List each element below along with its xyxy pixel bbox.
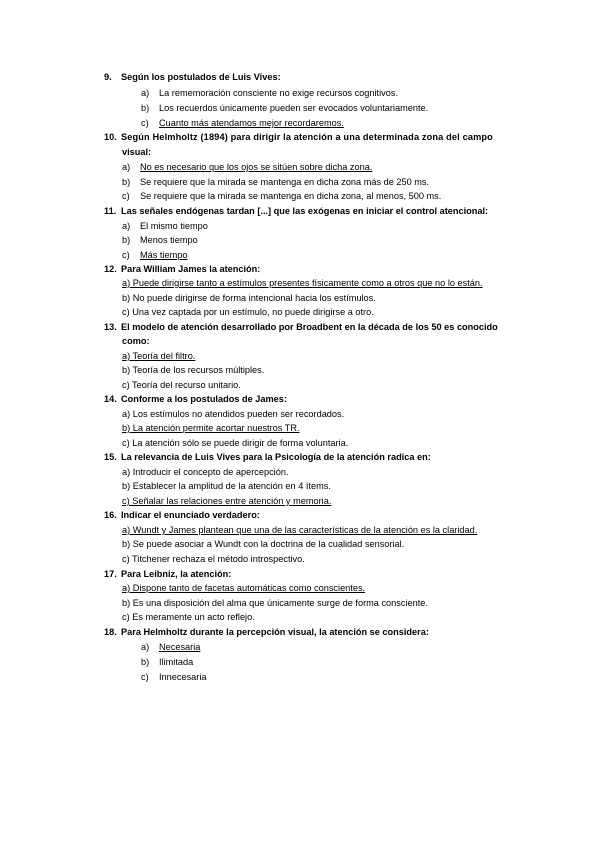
option-16c (122, 553, 305, 565)
question-13-continued (122, 335, 150, 347)
question-number: 18. (104, 627, 117, 637)
option-text-correct: c) Señalar las relaciones entre atención y memoria. (122, 496, 332, 506)
question-number: 14. (104, 394, 117, 404)
option-15a (122, 466, 289, 478)
question-text: El modelo de atención desarrollado por Broadbent en la década de los 50 es conocido (121, 322, 498, 332)
question-text: Las señales endógenas tardan [...] que las exógenas en iniciar el control atencional: (121, 206, 489, 216)
option-label: c) (122, 191, 130, 201)
option-text: c) Teoría del recurso unitario. (122, 380, 241, 390)
option-text-correct: Cuanto más atendamos mejor recordaremos. (159, 118, 344, 128)
option-9c (141, 117, 344, 129)
option-text: b) Se puede asociar a Wundt con la doctrina de la cualidad sensorial. (122, 539, 405, 549)
option-text-correct: a) Wundt y James plantean que una de las características de la atención es la claridad. (122, 525, 478, 535)
question-10 (104, 131, 493, 143)
question-text: Para Leibniz, la atención: (121, 569, 232, 579)
option-text: a) Introducir el concepto de apercepción. (122, 467, 289, 477)
option-17b (122, 597, 428, 609)
option-label: b) (122, 235, 131, 245)
option-text: c) La atención sólo se puede dirigir de forma voluntaria. (122, 438, 349, 448)
option-14c (122, 437, 348, 449)
question-9 (104, 71, 281, 83)
option-text: Se requiere que la mirada se mantenga en dicha zona más de 250 ms. (140, 177, 430, 187)
question-number: 10. (104, 132, 117, 142)
option-11a (122, 220, 208, 232)
question-text: Según Helmholtz (1894) para dirigir la atención a una determinada zona del campo (121, 132, 493, 142)
option-text: El mismo tiempo (140, 221, 208, 231)
option-text-correct: No es necesario que los ojos se sitúen sobre dicha zona. (140, 162, 373, 172)
question-text: La relevancia de Luis Vives para la Psicología de la atención radica en: (121, 452, 431, 462)
question-number: 9. (104, 72, 112, 82)
option-9a (141, 87, 398, 99)
option-10b (122, 176, 429, 188)
question-text: como: (122, 336, 150, 346)
option-text-correct: a) Dispone tanto de facetas automáticas como conscientes. (122, 583, 366, 593)
option-text: c) Titchener rechaza el método introspectivo. (122, 554, 305, 564)
question-10-continued (122, 146, 151, 158)
question-14 (104, 393, 287, 405)
option-label: c) (141, 672, 149, 682)
option-text-correct: a) Puede dirigirse tanto a estímulos presentes físicamente como a otros que no lo están. (122, 278, 483, 288)
option-12a (122, 277, 483, 289)
option-label: b) (122, 177, 131, 187)
question-text: Conforme a los postulados de James: (121, 394, 287, 404)
option-12b (122, 292, 376, 304)
option-14b (122, 422, 300, 434)
option-17a (122, 582, 365, 594)
question-number: 12. (104, 264, 117, 274)
question-15 (104, 451, 431, 463)
option-17c (122, 611, 255, 623)
option-18c (141, 671, 207, 683)
question-text: Para William James la atención: (121, 264, 261, 274)
option-10a (122, 161, 372, 173)
option-label: b) (141, 103, 150, 113)
option-13a (122, 350, 195, 362)
question-text: visual: (122, 147, 152, 157)
option-16b (122, 538, 404, 550)
option-text: b) No puede dirigirse de forma intencional hacia los estímulos. (122, 293, 376, 303)
option-text: c) Es meramente un acto reflejo. (122, 612, 255, 622)
question-text: Según los postulados de Luis Vives: (121, 72, 281, 82)
option-label: c) (122, 250, 130, 260)
option-text: a) Los estímulos no atendidos pueden ser recordados. (122, 409, 345, 419)
question-11 (104, 205, 488, 217)
question-text: Para Helmholtz durante la percepción visual, la atención se considera: (121, 627, 429, 637)
option-text: Menos tiempo (140, 235, 198, 245)
question-number: 16. (104, 510, 117, 520)
option-18b (141, 656, 193, 668)
question-13 (104, 321, 498, 333)
option-label: c) (141, 118, 149, 128)
option-label: a) (122, 221, 131, 231)
option-12c (122, 306, 374, 318)
question-number: 13. (104, 322, 117, 332)
question-17 (104, 568, 231, 580)
option-text-correct: Necesaria (159, 642, 201, 652)
option-14a (122, 408, 344, 420)
option-13b (122, 364, 264, 376)
option-text: Se requiere que la mirada se mantenga en dicha zona, al menos, 500 ms. (140, 191, 442, 201)
option-text-correct: b) La atención permite acortar nuestros TR. (122, 423, 300, 433)
question-number: 11. (104, 206, 117, 216)
option-text-correct: a) Teoría del filtro. (122, 351, 196, 361)
option-16a (122, 524, 477, 536)
option-11c (122, 249, 188, 261)
option-text: Innecesaria (159, 672, 207, 682)
question-text: Indicar el enunciado verdadero: (121, 510, 260, 520)
option-text: b) Establecer la amplitud de la atención en 4 ítems. (122, 481, 331, 491)
option-15b (122, 480, 331, 492)
option-text: b) Es una disposición del alma que únicamente surge de forma consciente. (122, 598, 428, 608)
option-text: Los recuerdos únicamente pueden ser evocados voluntariamente. (159, 103, 429, 113)
option-label: b) (141, 657, 150, 667)
question-12 (104, 263, 260, 275)
question-18 (104, 626, 429, 638)
option-text: Ilimitada (159, 657, 194, 667)
option-text: La rememoración consciente no exige recursos cognitivos. (159, 88, 398, 98)
option-label: a) (141, 88, 150, 98)
question-number: 15. (104, 452, 117, 462)
question-number: 17. (104, 569, 117, 579)
question-16 (104, 509, 260, 521)
option-18a (141, 641, 200, 653)
option-text: b) Teoría de los recursos múltiples. (122, 365, 265, 375)
option-13c (122, 379, 241, 391)
option-11b (122, 234, 198, 246)
option-9b (141, 102, 428, 114)
option-text: c) Una vez captada por un estímulo, no puede dirigirse a otro. (122, 307, 374, 317)
option-label: a) (122, 162, 131, 172)
option-15c (122, 495, 331, 507)
option-10c (122, 190, 441, 202)
option-label: a) (141, 642, 150, 652)
option-text-correct: Más tiempo (140, 250, 188, 260)
